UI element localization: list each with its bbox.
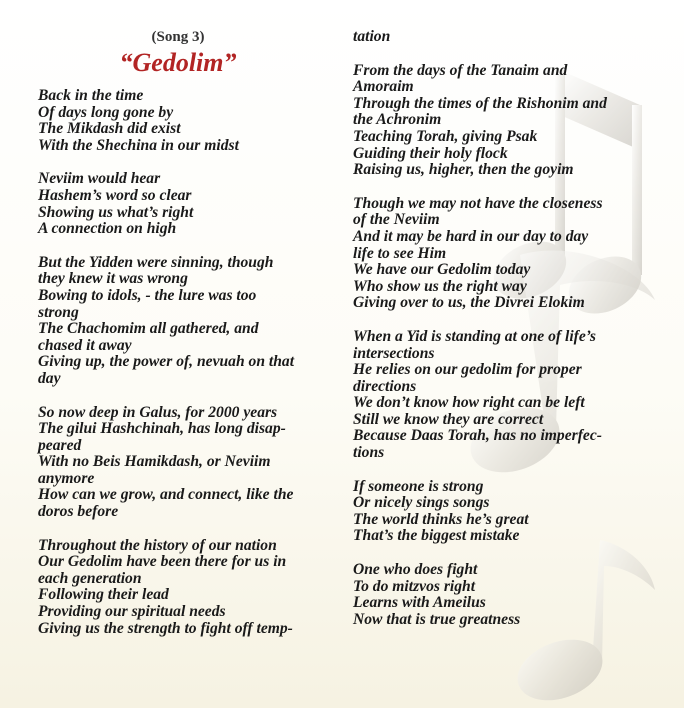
lyric-line: But the Yidden were sinning, though — [38, 253, 274, 271]
lyric-line: Though we may not have the closeness — [353, 194, 603, 212]
lyric-stanza — [353, 63, 653, 179]
lyric-line: chased it away — [38, 336, 132, 354]
lyric-line: Showing us what’s right — [38, 203, 194, 221]
lyric-stanza — [38, 538, 338, 638]
lyric-line: tions — [353, 444, 385, 462]
lyric-stanza — [353, 562, 653, 628]
lyric-line: When a Yid is standing at one of life’s — [353, 327, 596, 345]
lyrics-left-column — [38, 88, 338, 654]
lyric-stanza — [38, 171, 338, 237]
lyric-line: Providing our spiritual needs — [38, 603, 226, 621]
song-header — [38, 28, 318, 78]
lyric-line: Bowing to idols, - the lure was too — [38, 286, 257, 304]
lyric-line: The world thinks he’s great — [353, 510, 529, 528]
lyric-line: Giving us the strength to fight off temp- — [38, 619, 293, 637]
lyric-line: doros before — [38, 503, 119, 521]
lyric-line: each generation — [38, 569, 142, 587]
lyric-line: The Chachomim all gathered, and — [38, 320, 259, 338]
lyric-stanza — [38, 405, 338, 521]
lyric-line: peared — [38, 436, 82, 454]
lyric-line: anymore — [38, 469, 95, 487]
lyric-line: The gilui Hashchinah, has long disap- — [38, 420, 286, 438]
song-title: “Gedolim” — [119, 48, 237, 77]
lyric-line: directions — [353, 377, 417, 395]
lyric-line: Giving over to us, the Divrei Elokim — [353, 294, 585, 312]
lyric-stanza — [353, 479, 653, 545]
lyric-line: Or nicely sings songs — [353, 494, 490, 512]
lyric-line: day — [38, 369, 61, 387]
lyric-line: With the Shechina in our midst — [38, 136, 239, 154]
lyric-line: life to see Him — [353, 244, 447, 262]
lyric-line: Our Gedolim have been there for us in — [38, 553, 287, 571]
lyric-line: We have our Gedolim today — [353, 261, 531, 279]
lyric-line: Because Daas Torah, has no imperfec- — [353, 427, 602, 445]
lyric-line: Following their lead — [38, 586, 169, 604]
lyric-line: Giving up, the power of, nevuah on that — [38, 353, 295, 371]
lyric-line: With no Beis Hamikdash, or Neviim — [38, 453, 271, 471]
lyric-line: Raising us, higher, then the goyim — [353, 161, 574, 179]
lyric-line: Neviim would hear — [38, 170, 161, 188]
lyric-line: strong — [38, 303, 79, 321]
lyric-line: One who does fight — [353, 561, 478, 579]
lyric-line: Back in the time — [38, 87, 144, 104]
lyric-line: Of days long gone by — [38, 103, 174, 121]
lyric-line: Still we know they are correct — [353, 410, 544, 428]
lyric-line: of the Neviim — [353, 211, 440, 229]
song-number: (Song 3) — [151, 29, 205, 45]
lyric-line: How can we grow, and connect, like the — [38, 486, 294, 504]
lyric-line: the Achronim — [353, 111, 442, 129]
lyric-line: From the days of the Tanaim and — [353, 61, 568, 79]
lyric-line: We don’t know how right can be left — [353, 394, 585, 412]
lyrics-right-column — [353, 29, 653, 645]
lyric-stanza — [353, 329, 653, 462]
lyric-line: He relies on our gedolim for proper — [353, 361, 582, 379]
lyric-line: Hashem’s word so clear — [38, 186, 192, 204]
lyric-line: That’s the biggest mistake — [353, 527, 520, 545]
lyric-line: intersections — [353, 344, 435, 362]
lyric-line: A connection on high — [38, 220, 177, 238]
lyric-stanza — [353, 29, 653, 46]
lyric-line: Who show us the right way — [353, 277, 527, 295]
lyric-stanza — [38, 255, 338, 388]
lyric-line: Learns with Ameilus — [353, 594, 486, 612]
lyric-line: Amoraim — [353, 78, 414, 96]
lyric-line: And it may be hard in our day to day — [353, 227, 589, 245]
lyric-line: So now deep in Galus, for 2000 years — [38, 403, 278, 421]
lyric-line: tation — [353, 28, 391, 45]
lyric-line: Teaching Torah, giving Psak — [353, 127, 538, 145]
lyric-line: they knew it was wrong — [38, 270, 188, 288]
lyric-line: Guiding their holy flock — [353, 144, 508, 162]
lyric-line: The Mikdash did exist — [38, 120, 181, 138]
lyric-line: Throughout the history of our nation — [38, 536, 277, 554]
lyric-line: Now that is true greatness — [353, 610, 521, 628]
lyric-line: If someone is strong — [353, 477, 484, 495]
lyric-stanza — [38, 88, 338, 154]
lyric-line: Through the times of the Rishonim and — [353, 94, 607, 112]
lyric-stanza — [353, 196, 653, 312]
lyric-line: To do mitzvos right — [353, 577, 476, 595]
